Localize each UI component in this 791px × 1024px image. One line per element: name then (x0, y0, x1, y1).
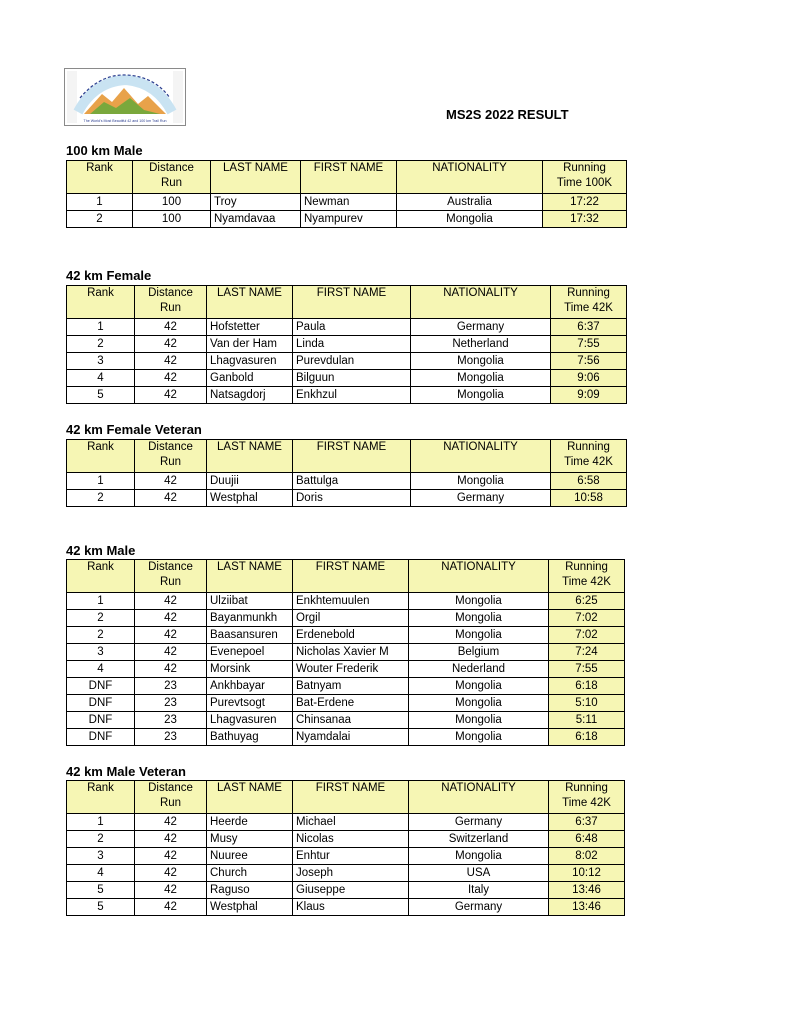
cell-time: 7:56 (551, 353, 627, 370)
cell-first-name: Enkhtemuulen (293, 593, 409, 610)
cell-first-name: Orgil (293, 610, 409, 627)
cell-rank: DNF (67, 678, 135, 695)
cell-rank: 5 (67, 882, 135, 899)
cell-first-name: Batnyam (293, 678, 409, 695)
cell-rank: 1 (67, 814, 135, 831)
header-distance-line1: Distance (148, 561, 193, 573)
cell-first-name: Purevdulan (293, 353, 411, 370)
race-logo (64, 68, 186, 126)
header-distance-line2: Run (159, 302, 182, 314)
header-nationality: NATIONALITY (409, 781, 549, 814)
cell-nationality: Mongolia (409, 695, 549, 712)
header-running-line2: Time 42K (562, 797, 611, 809)
header-last-name: LAST NAME (207, 440, 293, 473)
cell-distance: 42 (135, 644, 207, 661)
cell-nationality: Mongolia (411, 387, 551, 404)
cell-last-name: Nuuree (207, 848, 293, 865)
cell-rank: 1 (67, 593, 135, 610)
header-running-line2: Time 42K (564, 456, 613, 468)
cell-last-name: Natsagdorj (207, 387, 293, 404)
cell-distance: 42 (135, 387, 207, 404)
cell-last-name: Troy (211, 194, 301, 211)
header-distance-line2: Run (160, 177, 183, 189)
header-running-line2: Time 42K (562, 576, 611, 588)
cell-nationality: Germany (411, 490, 551, 507)
cell-nationality: Mongolia (409, 627, 549, 644)
cell-time: 6:25 (549, 593, 625, 610)
table-row (67, 387, 627, 404)
cell-nationality: Mongolia (409, 729, 549, 746)
cell-nationality: Germany (409, 899, 549, 916)
cell-time: 17:32 (543, 211, 627, 228)
header-distance (135, 286, 207, 319)
cell-time: 7:55 (549, 661, 625, 678)
cell-first-name: Enhtur (293, 848, 409, 865)
cell-last-name: Van der Ham (207, 336, 293, 353)
table-header-row (67, 286, 627, 319)
header-distance (135, 560, 207, 593)
cell-distance: 42 (135, 661, 207, 678)
table-row (67, 814, 625, 831)
cell-first-name: Chinsanaa (293, 712, 409, 729)
cell-rank: 5 (67, 899, 135, 916)
cell-rank: 1 (67, 319, 135, 336)
cell-first-name: Nyamdalai (293, 729, 409, 746)
cell-last-name: Nyamdavaa (211, 211, 301, 228)
cell-nationality: Germany (411, 319, 551, 336)
header-distance (135, 781, 207, 814)
header-rank: Rank (67, 781, 135, 814)
cell-first-name: Battulga (293, 473, 411, 490)
header-first-name: FIRST NAME (293, 286, 411, 319)
logo-tagline: The World's Most Beautiful 42 and 100 km Trail Run (83, 119, 167, 123)
header-first-name: FIRST NAME (301, 161, 397, 194)
header-distance (135, 440, 207, 473)
cell-last-name: Hofstetter (207, 319, 293, 336)
section-title: 42 km Male Veteran (66, 764, 186, 779)
header-running-line1: Running (563, 162, 606, 174)
table-row (67, 899, 625, 916)
cell-rank: DNF (67, 695, 135, 712)
cell-rank: 1 (67, 194, 133, 211)
cell-time: 6:18 (549, 729, 625, 746)
cell-time: 8:02 (549, 848, 625, 865)
cell-distance: 42 (135, 899, 207, 916)
cell-rank: 3 (67, 644, 135, 661)
cell-rank: 2 (67, 336, 135, 353)
cell-time: 9:06 (551, 370, 627, 387)
cell-nationality: Mongolia (409, 712, 549, 729)
cell-distance: 42 (135, 473, 207, 490)
cell-distance: 42 (135, 882, 207, 899)
header-rank: Rank (67, 440, 135, 473)
table-row (67, 370, 627, 387)
header-running-line2: Time 42K (564, 302, 613, 314)
cell-time: 7:02 (549, 610, 625, 627)
cell-last-name: Lhagvasuren (207, 353, 293, 370)
header-nationality: NATIONALITY (411, 286, 551, 319)
cell-distance: 100 (133, 194, 211, 211)
cell-distance: 42 (135, 370, 207, 387)
table-header-row (67, 781, 625, 814)
header-running-line2: Time 100K (556, 177, 613, 189)
header-nationality: NATIONALITY (411, 440, 551, 473)
header-running-line1: Running (565, 782, 608, 794)
results-table-42km-female-veteran (66, 439, 627, 507)
header-distance-line1: Distance (149, 162, 194, 174)
header-rank: Rank (67, 161, 133, 194)
cell-time: 7:24 (549, 644, 625, 661)
cell-distance: 23 (135, 712, 207, 729)
cell-nationality: Mongolia (409, 593, 549, 610)
cell-rank: 1 (67, 473, 135, 490)
table-row (67, 831, 625, 848)
table-row (67, 712, 625, 729)
cell-nationality: Mongolia (411, 353, 551, 370)
results-table-42km-male (66, 559, 625, 746)
cell-time: 6:37 (549, 814, 625, 831)
cell-nationality: Mongolia (411, 370, 551, 387)
results-table-42km-male-veteran (66, 780, 625, 916)
cell-last-name: Ulziibat (207, 593, 293, 610)
cell-last-name: Bayanmunkh (207, 610, 293, 627)
section-title: 42 km Female (66, 268, 152, 283)
cell-distance: 42 (135, 593, 207, 610)
cell-rank: 5 (67, 387, 135, 404)
header-distance-line1: Distance (148, 441, 193, 453)
table-row (67, 729, 625, 746)
table-row (67, 661, 625, 678)
header-last-name: LAST NAME (207, 560, 293, 593)
cell-first-name: Erdenebold (293, 627, 409, 644)
cell-distance: 42 (135, 490, 207, 507)
table-row (67, 610, 625, 627)
header-first-name: FIRST NAME (293, 781, 409, 814)
cell-rank: 2 (67, 490, 135, 507)
cell-time: 9:09 (551, 387, 627, 404)
table-row (67, 319, 627, 336)
section-title: 42 km Male (66, 543, 136, 558)
cell-time: 5:10 (549, 695, 625, 712)
cell-time: 10:12 (549, 865, 625, 882)
header-first-name: FIRST NAME (293, 560, 409, 593)
cell-nationality: Mongolia (397, 211, 543, 228)
cell-first-name: Wouter Frederik (293, 661, 409, 678)
cell-nationality: Belgium (409, 644, 549, 661)
cell-time: 17:22 (543, 194, 627, 211)
header-rank: Rank (67, 560, 135, 593)
header-distance-line2: Run (159, 797, 182, 809)
header-last-name: LAST NAME (207, 286, 293, 319)
table-header-row (67, 161, 627, 194)
cell-time: 10:58 (551, 490, 627, 507)
cell-distance: 23 (135, 678, 207, 695)
cell-distance: 42 (135, 319, 207, 336)
table-row (67, 353, 627, 370)
cell-first-name: Newman (301, 194, 397, 211)
header-running-time (549, 781, 625, 814)
cell-nationality: Italy (409, 882, 549, 899)
header-distance-line2: Run (159, 576, 182, 588)
cell-distance: 23 (135, 695, 207, 712)
race-logo-graphic (64, 68, 186, 126)
cell-first-name: Linda (293, 336, 411, 353)
cell-nationality: Nederland (409, 661, 549, 678)
cell-last-name: Bathuyag (207, 729, 293, 746)
cell-first-name: Enkhzul (293, 387, 411, 404)
cell-last-name: Evenepoel (207, 644, 293, 661)
cell-last-name: Raguso (207, 882, 293, 899)
cell-rank: 3 (67, 353, 135, 370)
cell-time: 6:58 (551, 473, 627, 490)
results-table-100km-male (66, 160, 627, 228)
cell-first-name: Bilguun (293, 370, 411, 387)
cell-first-name: Paula (293, 319, 411, 336)
cell-first-name: Michael (293, 814, 409, 831)
section-title: 100 km Male (66, 143, 143, 158)
cell-distance: 42 (135, 610, 207, 627)
cell-first-name: Joseph (293, 865, 409, 882)
cell-first-name: Giuseppe (293, 882, 409, 899)
cell-first-name: Klaus (293, 899, 409, 916)
cell-nationality: USA (409, 865, 549, 882)
cell-nationality: Mongolia (409, 678, 549, 695)
cell-rank: 4 (67, 661, 135, 678)
cell-rank: 4 (67, 370, 135, 387)
table-row (67, 336, 627, 353)
table-row (67, 593, 625, 610)
header-running-time (551, 440, 627, 473)
cell-last-name: Church (207, 865, 293, 882)
cell-last-name: Duujii (207, 473, 293, 490)
cell-nationality: Mongolia (409, 848, 549, 865)
cell-nationality: Mongolia (409, 610, 549, 627)
cell-last-name: Ganbold (207, 370, 293, 387)
cell-last-name: Westphal (207, 490, 293, 507)
table-row (67, 865, 625, 882)
header-nationality: NATIONALITY (397, 161, 543, 194)
cell-time: 7:02 (549, 627, 625, 644)
cell-last-name: Lhagvasuren (207, 712, 293, 729)
header-distance (133, 161, 211, 194)
header-rank: Rank (67, 286, 135, 319)
cell-distance: 42 (135, 865, 207, 882)
table-row (67, 882, 625, 899)
cell-last-name: Baasansuren (207, 627, 293, 644)
cell-time: 7:55 (551, 336, 627, 353)
cell-nationality: Germany (409, 814, 549, 831)
section-title: 42 km Female Veteran (66, 422, 202, 437)
cell-rank: 2 (67, 627, 135, 644)
cell-time: 13:46 (549, 882, 625, 899)
header-distance-line2: Run (159, 456, 182, 468)
cell-time: 6:37 (551, 319, 627, 336)
cell-first-name: Nicholas Xavier M (293, 644, 409, 661)
cell-last-name: Musy (207, 831, 293, 848)
cell-distance: 42 (135, 814, 207, 831)
cell-first-name: Nicolas (293, 831, 409, 848)
cell-last-name: Purevtsogt (207, 695, 293, 712)
cell-rank: 4 (67, 865, 135, 882)
cell-distance: 42 (135, 627, 207, 644)
cell-last-name: Heerde (207, 814, 293, 831)
cell-last-name: Morsink (207, 661, 293, 678)
header-last-name: LAST NAME (211, 161, 301, 194)
cell-time: 13:46 (549, 899, 625, 916)
cell-rank: 2 (67, 831, 135, 848)
cell-time: 6:18 (549, 678, 625, 695)
cell-first-name: Doris (293, 490, 411, 507)
header-running-time (549, 560, 625, 593)
cell-time: 5:11 (549, 712, 625, 729)
page-title: MS2S 2022 RESULT (446, 107, 569, 122)
header-running-line1: Running (565, 561, 608, 573)
cell-last-name: Westphal (207, 899, 293, 916)
header-running-line1: Running (567, 441, 610, 453)
cell-rank: DNF (67, 712, 135, 729)
cell-nationality: Mongolia (411, 473, 551, 490)
cell-time: 6:48 (549, 831, 625, 848)
header-distance-line1: Distance (148, 782, 193, 794)
table-row (67, 473, 627, 490)
cell-distance: 42 (135, 336, 207, 353)
table-row (67, 848, 625, 865)
results-table-42km-female (66, 285, 627, 404)
header-running-time (551, 286, 627, 319)
cell-first-name: Nyampurev (301, 211, 397, 228)
cell-last-name: Ankhbayar (207, 678, 293, 695)
header-running-line1: Running (567, 287, 610, 299)
cell-nationality: Netherland (411, 336, 551, 353)
table-row (67, 678, 625, 695)
cell-distance: 23 (135, 729, 207, 746)
cell-distance: 100 (133, 211, 211, 228)
header-first-name: FIRST NAME (293, 440, 411, 473)
cell-nationality: Australia (397, 194, 543, 211)
table-header-row (67, 440, 627, 473)
cell-distance: 42 (135, 831, 207, 848)
header-distance-line1: Distance (148, 287, 193, 299)
cell-first-name: Bat-Erdene (293, 695, 409, 712)
cell-rank: 2 (67, 211, 133, 228)
cell-rank: 2 (67, 610, 135, 627)
cell-rank: DNF (67, 729, 135, 746)
cell-distance: 42 (135, 848, 207, 865)
table-row (67, 627, 625, 644)
cell-rank: 3 (67, 848, 135, 865)
table-row (67, 211, 627, 228)
table-row (67, 695, 625, 712)
table-header-row (67, 560, 625, 593)
cell-distance: 42 (135, 353, 207, 370)
table-row (67, 644, 625, 661)
header-nationality: NATIONALITY (409, 560, 549, 593)
cell-nationality: Switzerland (409, 831, 549, 848)
table-row (67, 490, 627, 507)
header-running-time (543, 161, 627, 194)
table-row (67, 194, 627, 211)
header-last-name: LAST NAME (207, 781, 293, 814)
